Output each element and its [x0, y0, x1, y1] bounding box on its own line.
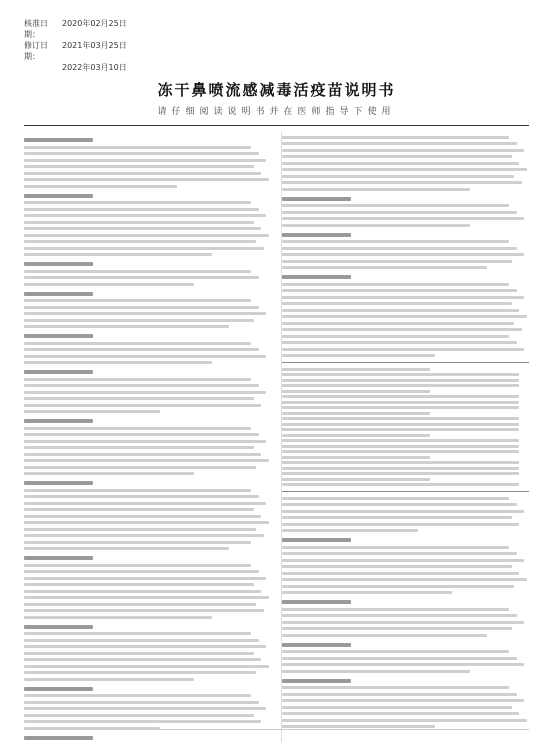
text-line-placeholder	[24, 521, 269, 524]
text-line-placeholder	[24, 694, 251, 697]
section-heading-placeholder	[24, 138, 93, 142]
text-line-placeholder	[24, 541, 251, 544]
date-value: 2020年02月25日	[62, 19, 127, 28]
text-line-placeholder	[282, 699, 524, 702]
text-line-placeholder	[24, 247, 264, 250]
text-line-placeholder	[24, 152, 259, 155]
text-line-placeholder	[24, 616, 212, 619]
text-line-placeholder	[24, 325, 229, 328]
text-line-placeholder	[282, 142, 517, 145]
text-line-placeholder	[24, 404, 261, 407]
text-line-placeholder	[24, 534, 264, 537]
text-line-placeholder	[282, 253, 524, 256]
text-line-placeholder	[24, 172, 261, 175]
text-line-placeholder	[24, 714, 254, 717]
text-line-placeholder	[24, 665, 269, 668]
text-line-placeholder	[24, 312, 266, 315]
text-line-placeholder	[24, 391, 266, 394]
table-row-placeholder	[282, 456, 430, 459]
text-line-placeholder	[24, 645, 266, 648]
table-row-placeholder	[282, 373, 519, 376]
text-line-placeholder	[282, 621, 524, 624]
date-label: 核准日期：	[24, 19, 48, 39]
table-row-placeholder	[282, 450, 519, 453]
text-line-placeholder	[24, 583, 254, 586]
date-label	[24, 62, 62, 73]
text-line-placeholder	[24, 240, 256, 243]
section-heading-placeholder	[24, 687, 93, 691]
text-line-placeholder	[282, 565, 512, 568]
text-line-placeholder	[282, 348, 524, 351]
date-label: 修订日期：	[24, 41, 48, 61]
date-value: 2021年03月25日	[62, 41, 127, 50]
table-row-placeholder	[282, 423, 519, 426]
table-row-placeholder	[282, 445, 519, 448]
text-line-placeholder	[24, 701, 259, 704]
table-row-placeholder	[282, 384, 519, 387]
text-line-placeholder	[24, 221, 254, 224]
text-line-placeholder	[24, 165, 254, 168]
text-line-placeholder	[24, 283, 194, 286]
text-line-placeholder	[24, 720, 261, 723]
text-line-placeholder	[282, 283, 509, 286]
table-row-placeholder	[282, 434, 430, 437]
text-line-placeholder	[24, 639, 259, 642]
date-value: 2022年03月10日	[62, 63, 127, 72]
table-row-placeholder	[282, 395, 519, 398]
section-heading-placeholder	[24, 334, 93, 338]
text-line-placeholder	[24, 397, 254, 400]
section-heading-placeholder	[24, 370, 93, 374]
text-line-placeholder	[282, 686, 509, 689]
text-line-placeholder	[282, 578, 527, 581]
table-row-placeholder	[282, 401, 519, 404]
text-line-placeholder	[24, 508, 254, 511]
text-line-placeholder	[282, 302, 512, 305]
text-line-placeholder	[24, 453, 261, 456]
text-line-placeholder	[282, 627, 512, 630]
text-line-placeholder	[282, 155, 512, 158]
text-line-placeholder	[24, 342, 251, 345]
text-line-placeholder	[24, 440, 266, 443]
text-line-placeholder	[282, 497, 509, 500]
title-divider	[24, 125, 529, 126]
text-line-placeholder	[282, 719, 527, 722]
section-heading-placeholder	[24, 481, 93, 485]
table-row-placeholder	[282, 412, 430, 415]
text-line-placeholder	[282, 211, 517, 214]
text-line-placeholder	[282, 204, 509, 207]
text-line-placeholder	[24, 270, 251, 273]
text-line-placeholder	[24, 678, 194, 681]
text-line-placeholder	[282, 503, 517, 506]
text-line-placeholder	[282, 725, 435, 728]
text-line-placeholder	[282, 523, 519, 526]
text-line-placeholder	[24, 178, 269, 181]
text-line-placeholder	[24, 227, 261, 230]
section-heading-placeholder	[282, 538, 351, 542]
text-line-placeholder	[24, 658, 261, 661]
text-line-placeholder	[282, 663, 524, 666]
text-line-placeholder	[24, 276, 259, 279]
text-line-placeholder	[282, 354, 435, 357]
document-subtitle: 请仔细阅读说明书并在医师指导下使用	[157, 107, 396, 117]
text-line-placeholder	[282, 149, 524, 152]
text-line-placeholder	[24, 348, 259, 351]
text-line-placeholder	[282, 162, 519, 165]
text-line-placeholder	[24, 299, 251, 302]
text-line-placeholder	[24, 707, 266, 710]
text-line-placeholder	[282, 289, 517, 292]
text-line-placeholder	[24, 446, 254, 449]
section-heading-placeholder	[282, 233, 351, 237]
section-heading-placeholder	[282, 600, 351, 604]
right-column	[281, 132, 529, 742]
text-line-placeholder	[24, 502, 266, 505]
table-row-placeholder	[282, 390, 430, 393]
text-line-placeholder	[282, 266, 487, 269]
text-line-placeholder	[24, 355, 266, 358]
table-row-placeholder	[282, 406, 519, 409]
text-line-placeholder	[24, 459, 269, 462]
text-line-placeholder	[282, 546, 509, 549]
text-line-placeholder	[282, 224, 470, 227]
text-line-placeholder	[282, 608, 509, 611]
text-line-placeholder	[282, 572, 519, 575]
left-column	[24, 132, 271, 742]
text-line-placeholder	[24, 671, 256, 674]
table-row-placeholder	[282, 417, 519, 420]
text-line-placeholder	[24, 603, 256, 606]
text-line-placeholder	[24, 378, 251, 381]
text-line-placeholder	[24, 632, 251, 635]
text-line-placeholder	[24, 596, 269, 599]
table-placeholder	[282, 362, 529, 492]
text-line-placeholder	[24, 185, 177, 188]
text-line-placeholder	[282, 585, 514, 588]
body-columns	[24, 132, 529, 742]
section-heading-placeholder	[24, 194, 93, 198]
section-heading-placeholder	[24, 556, 93, 560]
text-line-placeholder	[282, 181, 522, 184]
text-line-placeholder	[24, 361, 212, 364]
section-heading-placeholder	[24, 292, 93, 296]
text-line-placeholder	[282, 217, 524, 220]
text-line-placeholder	[24, 577, 266, 580]
table-row-placeholder	[282, 478, 430, 481]
text-line-placeholder	[282, 335, 509, 338]
section-heading-placeholder	[282, 275, 351, 279]
text-line-placeholder	[282, 136, 509, 139]
text-line-placeholder	[282, 650, 509, 653]
text-line-placeholder	[24, 564, 251, 567]
text-line-placeholder	[24, 472, 194, 475]
text-line-placeholder	[24, 547, 229, 550]
table-row-placeholder	[282, 467, 519, 470]
section-heading-placeholder	[24, 419, 93, 423]
section-heading-placeholder	[282, 643, 351, 647]
table-row-placeholder	[282, 368, 430, 371]
text-line-placeholder	[24, 590, 261, 593]
text-line-placeholder	[24, 319, 254, 322]
table-row-placeholder	[282, 379, 519, 382]
text-line-placeholder	[282, 712, 519, 715]
text-line-placeholder	[282, 341, 517, 344]
text-line-placeholder	[282, 552, 517, 555]
text-line-placeholder	[282, 188, 470, 191]
text-line-placeholder	[24, 466, 256, 469]
section-heading-placeholder	[282, 679, 351, 683]
text-line-placeholder	[282, 529, 418, 532]
section-heading-placeholder	[24, 736, 93, 740]
text-line-placeholder	[282, 315, 527, 318]
text-line-placeholder	[282, 591, 452, 594]
text-line-placeholder	[24, 570, 259, 573]
text-line-placeholder	[282, 706, 512, 709]
section-heading-placeholder	[282, 197, 351, 201]
text-line-placeholder	[282, 168, 527, 171]
text-line-placeholder	[282, 309, 519, 312]
text-line-placeholder	[24, 306, 259, 309]
text-line-placeholder	[282, 322, 514, 325]
text-line-placeholder	[282, 657, 517, 660]
text-line-placeholder	[24, 609, 264, 612]
text-line-placeholder	[24, 384, 259, 387]
text-line-placeholder	[282, 328, 522, 331]
text-line-placeholder	[24, 433, 259, 436]
text-line-placeholder	[24, 201, 251, 204]
table-row-placeholder	[282, 472, 519, 475]
text-line-placeholder	[282, 634, 487, 637]
date-row-revised	[24, 40, 529, 62]
text-line-placeholder	[24, 214, 266, 217]
text-line-placeholder	[24, 253, 212, 256]
document-title: 冻干鼻喷流感减毒活疫苗说明书	[157, 81, 396, 99]
text-line-placeholder	[282, 670, 470, 673]
text-line-placeholder	[24, 515, 261, 518]
text-line-placeholder	[24, 528, 256, 531]
text-line-placeholder	[282, 260, 512, 263]
date-row-approved	[24, 18, 529, 40]
text-line-placeholder	[24, 146, 251, 149]
date-row-revised-2	[24, 62, 529, 73]
revision-dates	[24, 18, 529, 73]
text-line-placeholder	[282, 247, 517, 250]
text-line-placeholder	[282, 559, 524, 562]
text-line-placeholder	[24, 234, 269, 237]
text-line-placeholder	[282, 614, 517, 617]
text-line-placeholder	[24, 410, 160, 413]
text-line-placeholder	[282, 175, 514, 178]
text-line-placeholder	[282, 296, 524, 299]
table-row-placeholder	[282, 483, 519, 486]
footer-divider	[24, 729, 529, 730]
text-line-placeholder	[282, 510, 524, 513]
section-heading-placeholder	[24, 262, 93, 266]
text-line-placeholder	[282, 516, 512, 519]
text-line-placeholder	[24, 208, 259, 211]
text-line-placeholder	[24, 652, 254, 655]
text-line-placeholder	[282, 693, 517, 696]
table-row-placeholder	[282, 461, 519, 464]
text-line-placeholder	[24, 495, 259, 498]
text-line-placeholder	[282, 240, 509, 243]
text-line-placeholder	[24, 427, 251, 430]
table-row-placeholder	[282, 439, 519, 442]
text-line-placeholder	[24, 489, 251, 492]
section-heading-placeholder	[24, 625, 93, 629]
text-line-placeholder	[24, 159, 266, 162]
table-row-placeholder	[282, 428, 519, 431]
